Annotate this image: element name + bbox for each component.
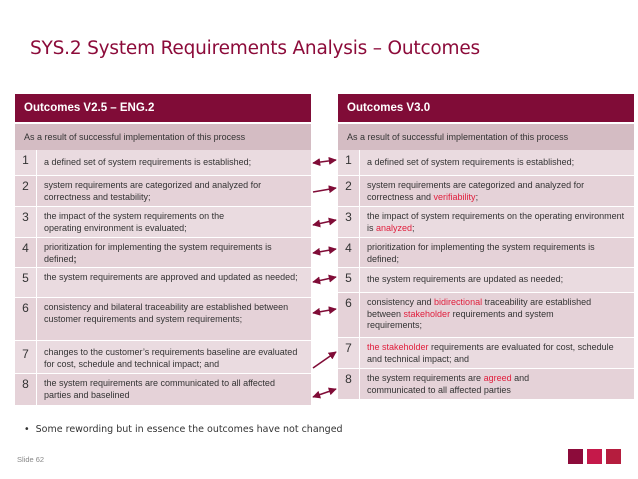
arrow-5 <box>313 277 336 282</box>
row-text: the system requirements are approved and updated as needed; <box>44 272 298 282</box>
footnote: • Some rewording but in essence the outcomes have not changed <box>24 424 343 435</box>
table-row <box>338 293 634 338</box>
row-number: 8 <box>15 374 37 405</box>
arrow-1 <box>313 160 336 163</box>
row-text: system requirements are categorized and analyzed for correctness and verifiability; <box>367 180 585 202</box>
row-text: consistency and bilateral traceability are established between customer requirements and system requirements; <box>44 302 289 324</box>
table-row <box>15 341 311 374</box>
table-subheader: As a result of successful implementation of this process <box>15 124 311 150</box>
table-row <box>338 176 634 207</box>
table-row <box>338 268 634 293</box>
row-text: changes to the customer’s requirements baseline are evaluated for cost, schedule and technical impact; and <box>44 347 298 369</box>
row-number: 1 <box>338 150 360 175</box>
table-row <box>15 268 311 298</box>
row-number: 6 <box>338 293 360 337</box>
row-number: 2 <box>338 176 360 206</box>
row-text: prioritization for implementing the system requirements is defined; <box>44 242 272 264</box>
table-subheader: As a result of successful implementation of this process <box>338 124 634 150</box>
arrow-6 <box>313 309 336 313</box>
row-text: consistency and bidirectional traceability are established between stakeholder requirements and system requirements; <box>367 297 592 330</box>
decor-square <box>587 449 602 464</box>
row-text: the impact of system requirements on the operating environment is analyzed; <box>367 211 625 233</box>
decor-square <box>606 449 621 464</box>
table-row <box>338 369 634 400</box>
table-header: Outcomes V2.5 – ENG.2 <box>15 94 311 122</box>
row-number: 2 <box>15 176 37 206</box>
row-text: the system requirements are agreed and communicated to all affected parties <box>367 373 530 395</box>
row-number: 1 <box>15 150 37 175</box>
slide-title: SYS.2 System Requirements Analysis – Outcomes <box>30 38 480 59</box>
row-number: 5 <box>15 268 37 297</box>
table-row <box>15 150 311 176</box>
row-number: 3 <box>338 207 360 237</box>
bullet-icon: • <box>24 424 30 435</box>
table-header: Outcomes V3.0 <box>338 94 634 122</box>
table-row <box>15 176 311 207</box>
row-text: system requirements are categorized and analyzed for correctness and testability; <box>44 180 262 202</box>
table-row <box>15 207 311 238</box>
arrow-3 <box>313 220 336 225</box>
row-number: 8 <box>338 369 360 399</box>
row-number: 7 <box>15 341 37 373</box>
row-number: 4 <box>15 238 37 267</box>
row-text: a defined set of system requirements is established; <box>367 157 575 167</box>
table-row <box>15 298 311 341</box>
table-row <box>338 338 634 369</box>
outcomes-v30-table <box>338 94 634 400</box>
row-number: 7 <box>338 338 360 368</box>
row-number: 5 <box>338 268 360 292</box>
row-text: prioritization for implementing the system requirements is defined; <box>367 242 595 264</box>
row-number: 6 <box>15 298 37 340</box>
arrow-8 <box>313 389 336 397</box>
row-text: the impact of the system requirements on the operating environment is evaluated; <box>44 211 225 233</box>
row-number: 3 <box>15 207 37 237</box>
arrow-2 <box>313 188 336 192</box>
row-text: the system requirements are communicated to all affected parties and baselined <box>44 378 275 400</box>
table-row <box>338 238 634 268</box>
table-row <box>338 150 634 176</box>
table-row <box>338 207 634 238</box>
decor-square <box>568 449 583 464</box>
row-text: the stakeholder requirements are evaluated for cost, schedule and technical impact; and <box>367 342 614 364</box>
table-row <box>15 374 311 406</box>
outcomes-v25-table <box>15 94 311 406</box>
row-text: the system requirements are updated as needed; <box>367 274 564 284</box>
page-number: Slide 62 <box>17 455 45 464</box>
row-number: 4 <box>338 238 360 267</box>
table-row <box>15 238 311 268</box>
arrow-7 <box>313 352 336 368</box>
arrow-4 <box>313 249 336 253</box>
row-text: a defined set of system requirements is established; <box>44 157 252 167</box>
